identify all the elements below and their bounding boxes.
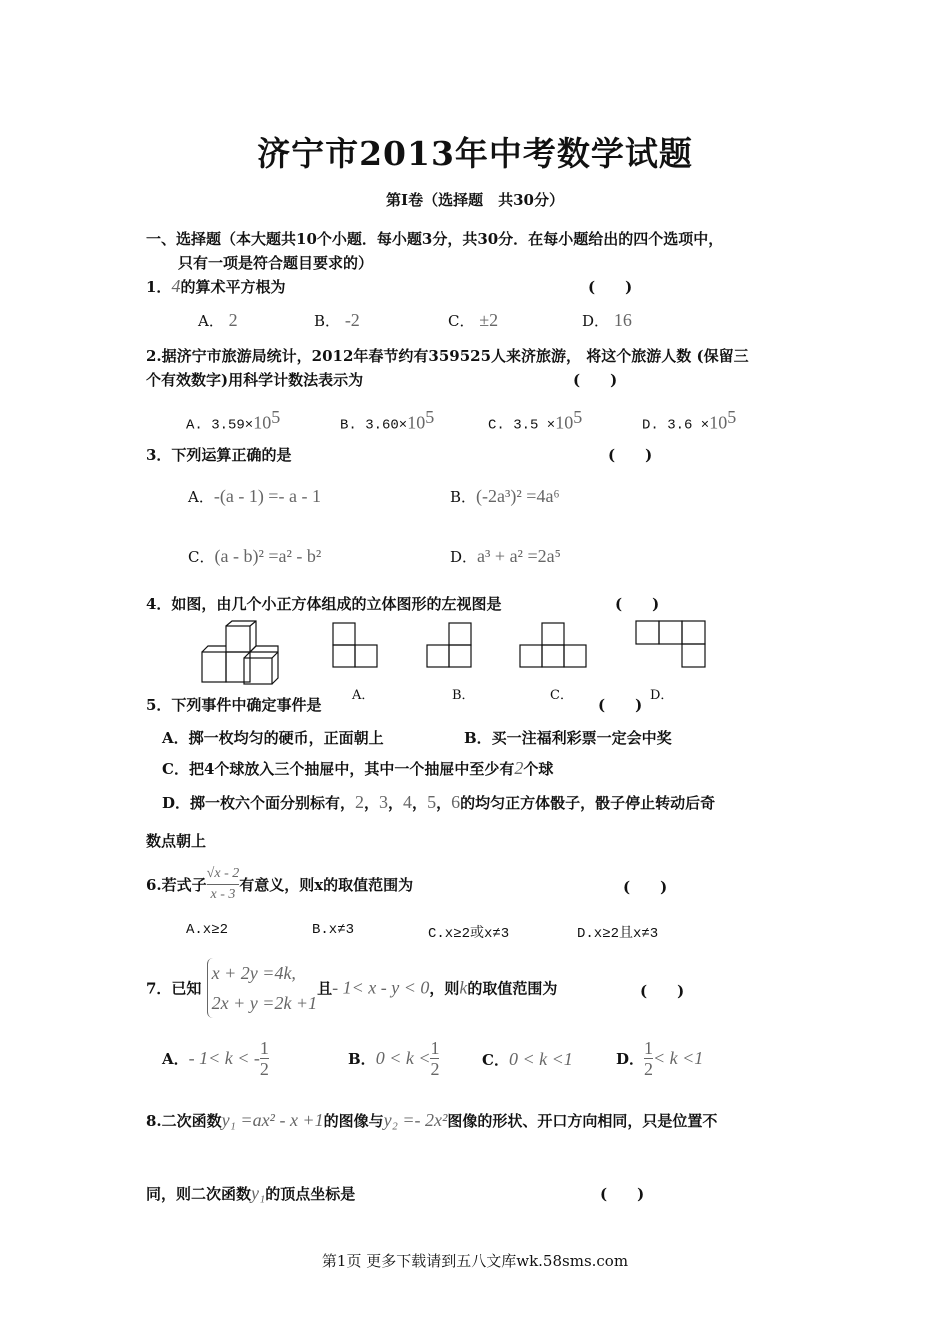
section-heading-line1: 一、选择题（本大题共10个小题．每小题3分，共30分．在每小题给出的四个选项中， [146,230,724,248]
q2-option-b: B. $3.60\times 10^5$ [340,407,435,434]
question-8: 8.二次函数y₁ =ax² - x +1的图像与y₂ =- 2x²图像的形状、开口方向相同，只是位置不 [146,1110,718,1130]
q5-option-a: A．掷一枚均匀的硬币，正面朝上 [162,729,384,747]
q6-fraction: $\frac{√x - 2}{x - 3}$ [206,866,240,902]
question-2-line2: 个有效数字)用科学计数法表示为 [146,371,364,389]
q6-option-a: A.x≥2 [186,922,229,938]
q5-option-d: D．掷一枚六个面分别标有，2，3，4，5，6的均匀正方体骰子，骰子停止转动后奇 [162,792,716,812]
q5-option-c: C．把4个球放入三个抽屉中，其中一个抽屉中至少有2个球 [162,758,554,778]
q6-option-d: D.x≥2且x≠3 [577,926,659,942]
question-7-bracket: ( ) [640,982,685,1000]
q5-option-b: B．买一注福利彩票一定会中奖 [464,729,672,747]
q6-option-b: B.x≠3 [312,922,355,938]
question-3: 3．下列运算正确的是 [146,446,292,464]
view-label-c: C． [550,688,573,703]
view-label-b: B． [452,688,475,703]
question-4: 4．如图，由几个小正方体组成的立体图形的左视图是 [146,595,502,613]
q7-option-c: C．0 < k <1 [482,1049,573,1069]
q3-option-d: D．a³ + a² =2a⁵ [450,546,561,566]
question-6-bracket: ( ) [623,878,668,896]
question-8-bracket: ( ) [600,1185,645,1203]
view-option-d [635,620,707,670]
equation-system: x + 2y =4k, 2x + y =2k +1 [207,958,317,1018]
q1-option-d: D． 16 [582,310,632,330]
question-3-bracket: ( ) [608,446,653,464]
section-subtitle: 第Ⅰ卷（选择题 共30分） [386,191,564,209]
q5-option-d-line2: 数点朝上 [146,832,207,850]
q3-option-c: C．(a - b)² =a² - b² [188,546,322,566]
question-5: 5．下列事件中确定事件是 [146,696,322,714]
question-1-bracket: ( ) [588,278,633,296]
question-8-line2: 同，则二次函数y₁的顶点坐标是 [146,1183,356,1203]
q2-option-a: A. $3.59\times 10^5$ [186,407,281,434]
view-option-b [426,622,474,668]
question-2-line1: 2.据济宁市旅游局统计，2012年春节约有359525人来济旅游， 将这个旅游人数 (保留三 [146,347,749,365]
q7-option-b: B．0 < k < $\frac{1}{2}$ [348,1038,440,1079]
question-6: 6.若式子 $\frac{√x - 2}{x - 3}$ 有意义，则x的取值范围为 [146,864,413,905]
q7-option-a: A．- 1< k < - $\frac{1}{2}$ [162,1038,269,1079]
page-footer: 第1页 更多下载请到五八文库wk.58sms.com [321,1252,629,1270]
view-label-a: A． [352,688,375,703]
section-heading-line2: 只有一项是符合题目要求的） [178,254,374,272]
q2-option-d: D. $3.6 \times 10^5$ [642,407,737,434]
q1-option-c: C． ±2 [448,310,499,330]
q3-option-a: A．-(a - 1) =- a - 1 [188,486,321,506]
q7-option-d: D． $\frac{1}{2}$ < k <1 [616,1038,704,1079]
question-5-bracket: ( ) [598,696,643,714]
view-label-d: D． [650,688,674,703]
question-7: 7．已知 x + 2y =4k, 2x + y =2k +1 且- 1< x - y < 0，则k的取值范围为 [146,958,557,1018]
cube-solid-figure [198,620,290,686]
question-4-bracket: ( ) [615,595,660,613]
q2-option-c: C. $3.5 \times 10^5$ [488,407,583,434]
q1-option-b: B． -2 [314,310,360,330]
q3-option-b: B．(-2a³)² =4a⁶ [450,486,560,506]
view-option-a [332,622,380,668]
view-option-c [519,622,589,668]
question-2-bracket: ( ) [573,371,618,389]
q6-option-c: C.x≥2或x≠3 [428,926,510,942]
page-title: 济宁市2013年中考数学试题 [257,134,693,173]
q1-option-a: A． 2 [198,310,238,330]
question-1: 1．4的算术平方根为 [146,276,286,296]
